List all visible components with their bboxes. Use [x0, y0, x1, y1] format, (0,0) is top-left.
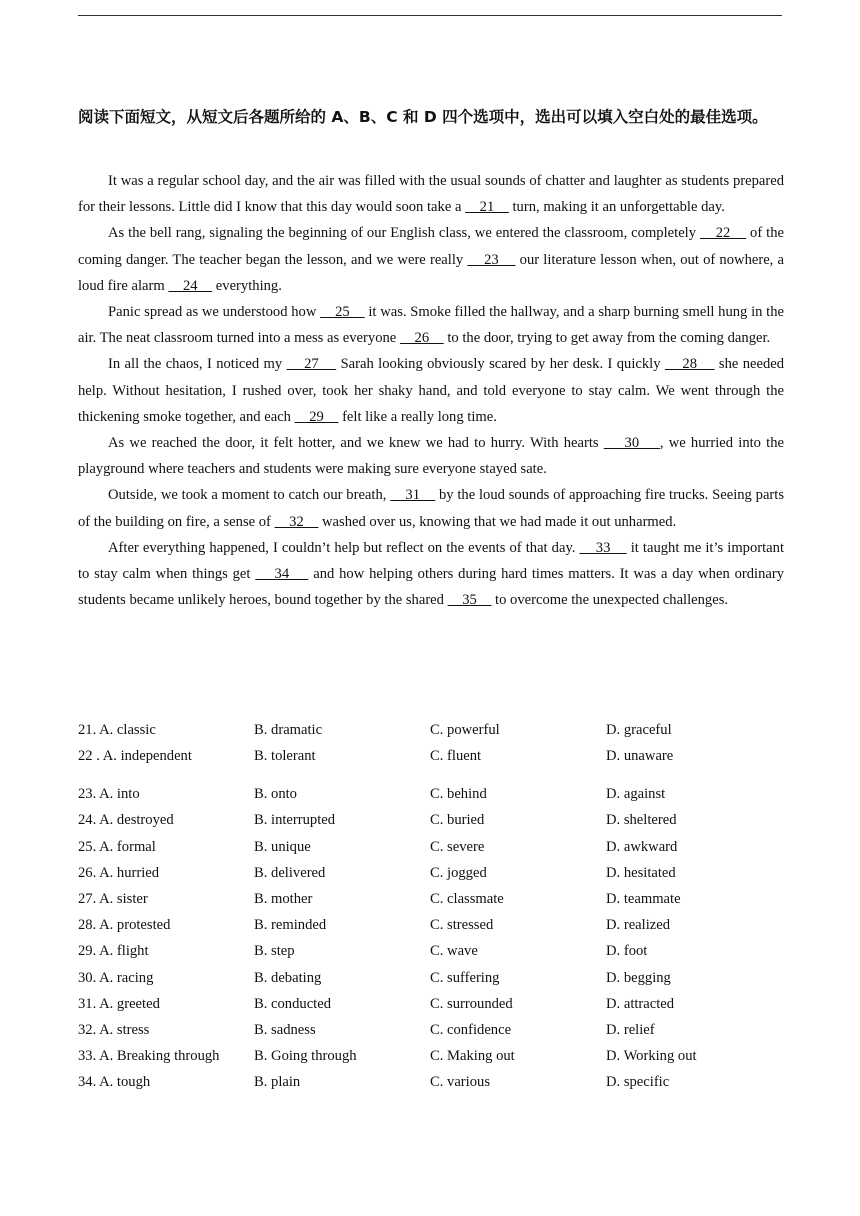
option-row — [78, 834, 784, 860]
option-a: 24. A. destroyed — [78, 812, 174, 829]
option-d: D. unaware — [606, 748, 674, 765]
option-row — [78, 717, 784, 743]
option-a: 31. A. greeted — [78, 995, 160, 1012]
option-d: D. specific — [606, 1074, 670, 1091]
option-row — [78, 912, 784, 938]
option-row — [78, 860, 784, 886]
option-b: B. delivered — [254, 864, 326, 881]
option-c: C. classmate — [430, 890, 504, 907]
option-d: D. attracted — [606, 995, 675, 1012]
option-a: 22 . A. independent — [78, 748, 192, 765]
passage-paragraph — [78, 430, 784, 482]
option-b: B. unique — [254, 838, 311, 855]
option-a: 21. A. classic — [78, 722, 156, 738]
option-c: C. severe — [430, 838, 485, 855]
option-b: B. dramatic — [254, 722, 323, 738]
passage-text: Outside, we took a moment to catch our breath, — [108, 487, 391, 504]
option-row — [78, 743, 784, 781]
passage-text: felt like a really long time. — [338, 408, 497, 425]
blank-24: 24 — [168, 277, 213, 294]
option-a: 25. A. formal — [78, 838, 156, 855]
passage-text: of the coming danger. The teacher began the lesson, and we were really — [78, 225, 784, 268]
passage-text: it was. Smoke filled the hallway, and a sharp burning smell hung in the air. The neat classroom turned into a mess as everyone — [78, 304, 785, 347]
blank-22: 22 — [699, 225, 747, 242]
option-a: 29. A. flight — [78, 943, 149, 960]
passage-text: she needed help. Without hesitation, I rushed over, took her shaky hand, and told everyone to stay calm. We went through the thickening smoke together, and each — [78, 356, 785, 425]
blank-23: 23 — [467, 251, 516, 268]
passage-text: our literature lesson when, out of nowhere, a loud fire alarm — [78, 251, 784, 294]
passage-paragraph — [78, 168, 784, 220]
option-a: 23. A. into — [78, 786, 140, 803]
passage-text: and how helping others during hard times matters. It was a day when ordinary students became unlikely heroes, bound together by the shared — [78, 566, 785, 609]
blank-28: 28 — [664, 356, 715, 373]
blank-26: 26 — [399, 330, 444, 347]
option-c: C. jogged — [430, 864, 487, 881]
option-c: C. suffering — [430, 969, 500, 986]
passage-text: In all the chaos, I noticed my — [108, 356, 287, 373]
option-row — [78, 1069, 784, 1095]
passage-text: by the loud sounds of approaching fire trucks. Seeing parts of the building on fire, a sense of — [78, 487, 785, 530]
option-b: B. mother — [254, 890, 313, 907]
blank-32: 32 — [274, 513, 319, 530]
option-row — [78, 1017, 784, 1043]
passage-text: Panic spread as we understood how — [108, 304, 321, 321]
option-row — [78, 886, 784, 912]
option-c: C. various — [430, 1074, 490, 1091]
option-row — [78, 807, 784, 833]
instruction-text: 阅读下面短文，从短文后各题所给的 A、B、C 和 D 四个选项中，选出可以填入空白处的最佳选项。 — [78, 108, 768, 126]
passage-text: it taught me it’s important to stay calm when things get — [78, 539, 785, 583]
blank-29: 29 — [294, 408, 339, 425]
option-d: D. realized — [606, 917, 671, 934]
option-d: D. teammate — [606, 890, 681, 907]
option-a: 33. A. Breaking through — [78, 1048, 220, 1065]
option-d: D. relief — [606, 1021, 655, 1038]
option-d: D. hesitated — [606, 864, 676, 881]
option-d: D. awkward — [606, 838, 678, 855]
option-d: D. Working out — [606, 1048, 697, 1065]
option-a: 34. A. tough — [78, 1074, 151, 1091]
option-b: B. debating — [254, 969, 322, 986]
option-row — [78, 938, 784, 964]
option-b: B. interrupted — [254, 812, 336, 829]
option-d: D. against — [606, 786, 666, 803]
blank-31: 31 — [390, 487, 436, 504]
passage-paragraph — [78, 482, 784, 534]
passage-text: Sarah looking obviously scared by her desk. I quickly — [336, 356, 665, 373]
option-a: 32. A. stress — [78, 1021, 150, 1038]
blank-25: 25 — [320, 304, 365, 321]
passage-text: As the bell rang, signaling the beginning of our English class, we entered the classroom, completely — [108, 225, 700, 242]
option-d: D. sheltered — [606, 812, 677, 829]
option-row — [78, 965, 784, 991]
option-c: C. Making out — [430, 1048, 515, 1065]
option-c: C. wave — [430, 943, 478, 960]
passage-text: It was a regular school day, and the air was filled with the usual sounds of chatter and laughter as students prepared for their lessons. Little did I know that this day would soon take a — [78, 173, 784, 216]
cloze-passage — [78, 168, 784, 613]
passage-text: After everything happened, I couldn’t help but reflect on the events of that day. — [108, 539, 580, 556]
option-c: C. confidence — [430, 1021, 512, 1038]
option-b: B. Going through — [254, 1048, 357, 1065]
option-c: C. powerful — [430, 722, 500, 738]
option-c: C. stressed — [430, 917, 494, 934]
answer-options — [78, 717, 784, 1095]
option-b: B. sadness — [254, 1021, 316, 1038]
option-c: C. surrounded — [430, 995, 513, 1012]
blank-27: 27 — [286, 356, 337, 373]
option-b: B. conducted — [254, 995, 332, 1012]
blank-35: 35 — [447, 592, 492, 609]
option-b: B. reminded — [254, 917, 327, 934]
option-d: D. begging — [606, 969, 671, 986]
passage-text: turn, making it an unforgettable day. — [508, 199, 725, 216]
blank-34: 34 — [255, 566, 309, 583]
passage-paragraph — [78, 220, 784, 299]
option-b: B. tolerant — [254, 748, 316, 765]
passage-paragraph — [78, 535, 784, 614]
passage-text: to overcome the unexpected challenges. — [491, 592, 729, 609]
passage-text: everything. — [212, 277, 282, 294]
passage-paragraph — [78, 299, 784, 351]
option-d: D. graceful — [606, 722, 672, 738]
option-row — [78, 781, 784, 807]
option-d: D. foot — [606, 943, 648, 960]
option-a: 27. A. sister — [78, 890, 148, 907]
passage-text: to the door, trying to get away from the coming danger. — [443, 330, 771, 347]
option-a: 26. A. hurried — [78, 864, 160, 881]
blank-21: 21 — [465, 199, 509, 216]
blank-30: 30 — [603, 435, 660, 452]
blank-33: 33 — [579, 539, 627, 556]
option-b: B. plain — [254, 1074, 301, 1091]
option-a: 28. A. protested — [78, 917, 171, 934]
option-c: C. behind — [430, 786, 487, 803]
option-row — [78, 1043, 784, 1069]
option-row — [78, 991, 784, 1017]
option-a: 30. A. racing — [78, 969, 154, 986]
option-c: C. buried — [430, 812, 485, 829]
passage-text: , we hurried into the playground where teachers and students were making sure everyone stayed sate. — [78, 435, 784, 478]
passage-text: washed over us, knowing that we had made it out unharmed. — [318, 513, 677, 530]
option-c: C. fluent — [430, 748, 482, 765]
passage-paragraph — [78, 351, 784, 430]
option-b: B. step — [254, 943, 295, 960]
option-b: B. onto — [254, 786, 297, 803]
passage-text: As we reached the door, it felt hotter, and we knew we had to hurry. With hearts — [108, 435, 604, 452]
header-rule — [78, 15, 782, 16]
